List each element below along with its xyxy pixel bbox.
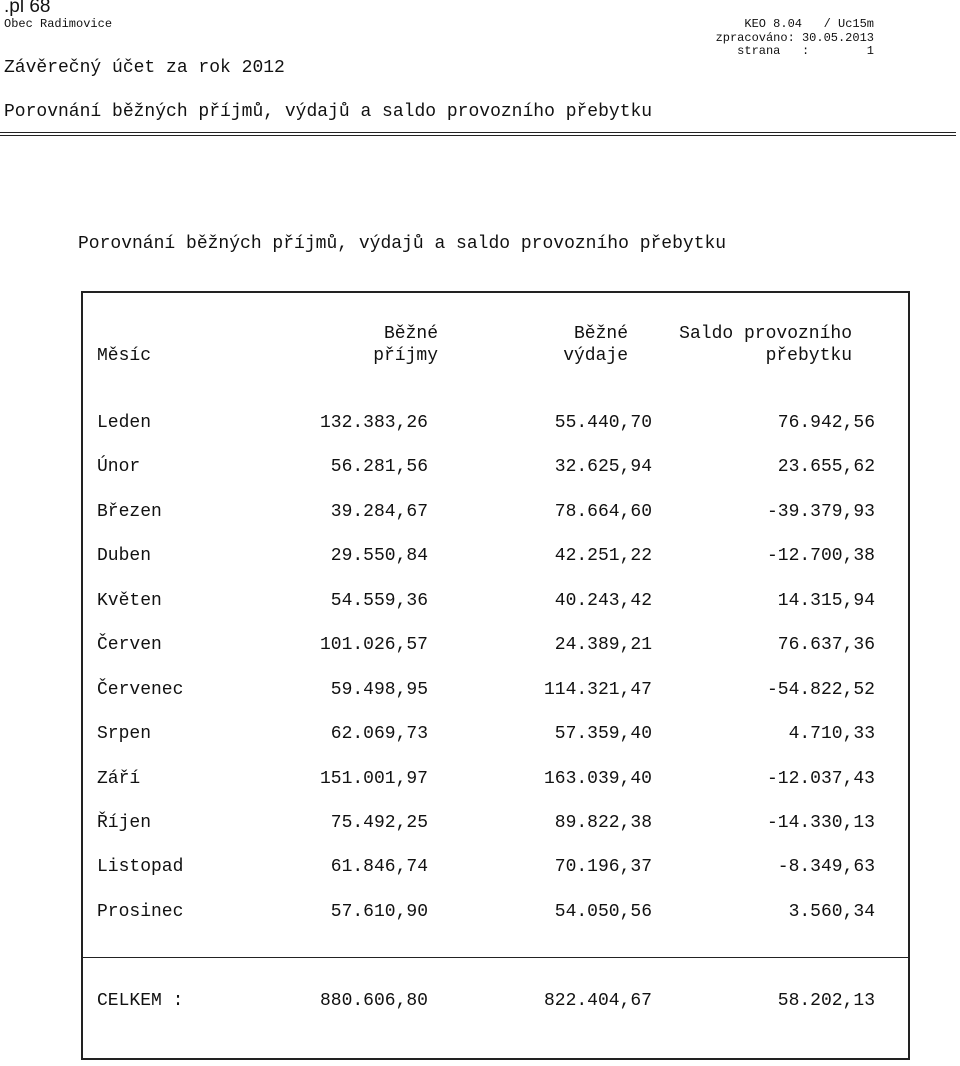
document-title: Závěrečný účet za rok 2012 [4, 58, 285, 78]
column-header-expense-line1: Běžné [573, 324, 628, 344]
expense-cell: 114.321,47 [543, 680, 652, 700]
column-header-month: Měsíc [97, 346, 152, 366]
saldo-cell: -39.379,93 [766, 502, 875, 522]
income-cell: 59.498,95 [330, 680, 428, 700]
table-title: Porovnání běžných příjmů, výdajů a saldo provozního přebytku [78, 234, 727, 254]
month-cell: Červenec [97, 680, 184, 700]
processed-date: zpracováno: 30.05.2013 [715, 31, 874, 45]
column-header-income-line1: Běžné [383, 324, 438, 344]
expense-cell: 78.664,60 [554, 502, 652, 522]
income-cell: 75.492,25 [330, 813, 428, 833]
month-cell: Únor [97, 457, 141, 477]
total-label: CELKEM : [97, 991, 184, 1011]
section-title: Porovnání běžných příjmů, výdajů a saldo provozního přebytku [4, 102, 653, 122]
month-cell: Prosinec [97, 902, 184, 922]
saldo-cell: 3.560,34 [788, 902, 875, 922]
income-cell: 56.281,56 [330, 457, 428, 477]
income-cell: 54.559,36 [330, 591, 428, 611]
system-version: KEO 8.04 / Uc15m [744, 17, 874, 31]
income-cell: 29.550,84 [330, 546, 428, 566]
expense-cell: 57.359,40 [554, 724, 652, 744]
column-header-saldo-line2: přebytku [765, 346, 852, 366]
page-number: strana : 1 [737, 44, 874, 58]
saldo-cell: -54.822,52 [766, 680, 875, 700]
column-header-saldo-line1: Saldo provozního [679, 324, 852, 344]
saldo-cell: -8.349,63 [777, 857, 875, 877]
column-header-expense-line2: výdaje [563, 346, 628, 366]
saldo-cell: -12.037,43 [766, 769, 875, 789]
total-divider [81, 957, 910, 958]
saldo-cell: -14.330,13 [766, 813, 875, 833]
income-cell: 57.610,90 [330, 902, 428, 922]
month-cell: Srpen [97, 724, 152, 744]
saldo-cell: 4.710,33 [788, 724, 875, 744]
saldo-cell: 14.315,94 [777, 591, 875, 611]
month-cell: Květen [97, 591, 162, 611]
saldo-cell: -12.700,38 [766, 546, 875, 566]
organization-name: Obec Radimovice [4, 17, 113, 31]
header-rule [0, 132, 956, 133]
expense-cell: 42.251,22 [554, 546, 652, 566]
saldo-cell: 76.637,36 [777, 635, 875, 655]
income-cell: 151.001,97 [319, 769, 428, 789]
expense-cell: 55.440,70 [554, 413, 652, 433]
income-cell: 62.069,73 [330, 724, 428, 744]
expense-cell: 40.243,42 [554, 591, 652, 611]
header-rule [0, 135, 956, 136]
expense-cell: 89.822,38 [554, 813, 652, 833]
expense-cell: 54.050,56 [554, 902, 652, 922]
income-cell: 39.284,67 [330, 502, 428, 522]
month-cell: Září [97, 769, 141, 789]
expense-cell: 32.625,94 [554, 457, 652, 477]
total-saldo: 58.202,13 [777, 991, 875, 1011]
income-cell: 61.846,74 [330, 857, 428, 877]
income-cell: 101.026,57 [319, 635, 428, 655]
expense-cell: 163.039,40 [543, 769, 652, 789]
month-cell: Březen [97, 502, 162, 522]
expense-cell: 24.389,21 [554, 635, 652, 655]
total-income: 880.606,80 [319, 991, 428, 1011]
page-marker: .pl 68 [4, 0, 51, 17]
month-cell: Duben [97, 546, 152, 566]
saldo-cell: 76.942,56 [777, 413, 875, 433]
month-cell: Říjen [97, 813, 152, 833]
total-expense: 822.404,67 [543, 991, 652, 1011]
saldo-cell: 23.655,62 [777, 457, 875, 477]
income-cell: 132.383,26 [319, 413, 428, 433]
month-cell: Leden [97, 413, 152, 433]
month-cell: Červen [97, 635, 162, 655]
table-frame [81, 291, 910, 1060]
month-cell: Listopad [97, 857, 184, 877]
expense-cell: 70.196,37 [554, 857, 652, 877]
column-header-income-line2: příjmy [373, 346, 438, 366]
